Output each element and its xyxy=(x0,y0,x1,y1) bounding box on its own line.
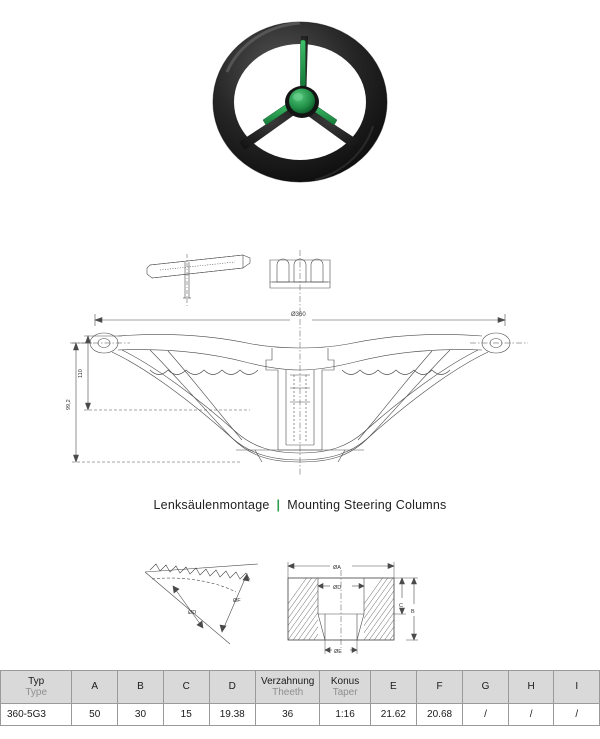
cell-c: 15 xyxy=(163,704,209,726)
header-b: B xyxy=(118,671,164,704)
detail-drawings xyxy=(0,524,600,664)
header-i: I xyxy=(554,671,600,704)
cell-d: 19.38 xyxy=(209,704,255,726)
steering-wheel-image xyxy=(205,14,395,189)
caption-de: Lenksäulenmontage xyxy=(153,498,270,512)
header-verzahnung xyxy=(255,671,320,704)
cell-typ: 360-5G3 xyxy=(1,704,72,726)
product-image-area xyxy=(0,0,600,205)
technical-drawing-svg xyxy=(0,210,600,485)
table-header-row xyxy=(1,671,600,704)
dim-oA-label: ØA xyxy=(333,565,341,571)
dim-B-label: B xyxy=(411,609,415,615)
cell-h: / xyxy=(508,704,554,726)
steering-wheel-graphic xyxy=(205,14,395,189)
cell-konus: 1:16 xyxy=(320,704,370,726)
dim-height-label: 110 xyxy=(78,369,84,378)
header-typ xyxy=(1,671,72,704)
header-e: E xyxy=(370,671,416,704)
header-typ-en: Type xyxy=(25,687,48,698)
cell-verzahnung: 36 xyxy=(255,704,320,726)
header-d: D xyxy=(209,671,255,704)
technical-drawing xyxy=(0,210,600,485)
dim-oD-label: ØD xyxy=(333,585,342,591)
cell-f: 20.68 xyxy=(416,704,462,726)
header-konus-en: Taper xyxy=(332,687,358,698)
cell-b: 30 xyxy=(118,704,164,726)
cell-i: / xyxy=(554,704,600,726)
header-verzahnung-de: Verzahnung xyxy=(260,675,315,687)
header-konus xyxy=(320,671,370,704)
caption-en: Mounting Steering Columns xyxy=(287,498,447,512)
dim-oD-gear-label: ØD xyxy=(188,610,197,616)
header-typ-de: Typ xyxy=(28,675,45,687)
dim-diameter-label: Ø360 xyxy=(291,312,306,318)
header-verzahnung-en: Theeth xyxy=(272,687,304,698)
header-g: G xyxy=(463,671,509,704)
header-f: F xyxy=(416,671,462,704)
dim-oE-label: ØE xyxy=(334,649,342,655)
dim-oF-label: ØF xyxy=(233,598,241,604)
dim-depth-label: 99,2 xyxy=(66,399,72,410)
header-a: A xyxy=(72,671,118,704)
dim-C-label: C xyxy=(399,603,403,609)
cell-g: / xyxy=(463,704,509,726)
detail-drawings-svg xyxy=(0,524,600,664)
spec-table xyxy=(0,670,600,726)
header-konus-de: Konus xyxy=(330,675,360,687)
caption xyxy=(0,498,600,512)
cell-e: 21.62 xyxy=(370,704,416,726)
table-row xyxy=(1,704,600,726)
caption-separator: | xyxy=(276,498,281,512)
header-h: H xyxy=(508,671,554,704)
header-c: C xyxy=(163,671,209,704)
cell-a: 50 xyxy=(72,704,118,726)
